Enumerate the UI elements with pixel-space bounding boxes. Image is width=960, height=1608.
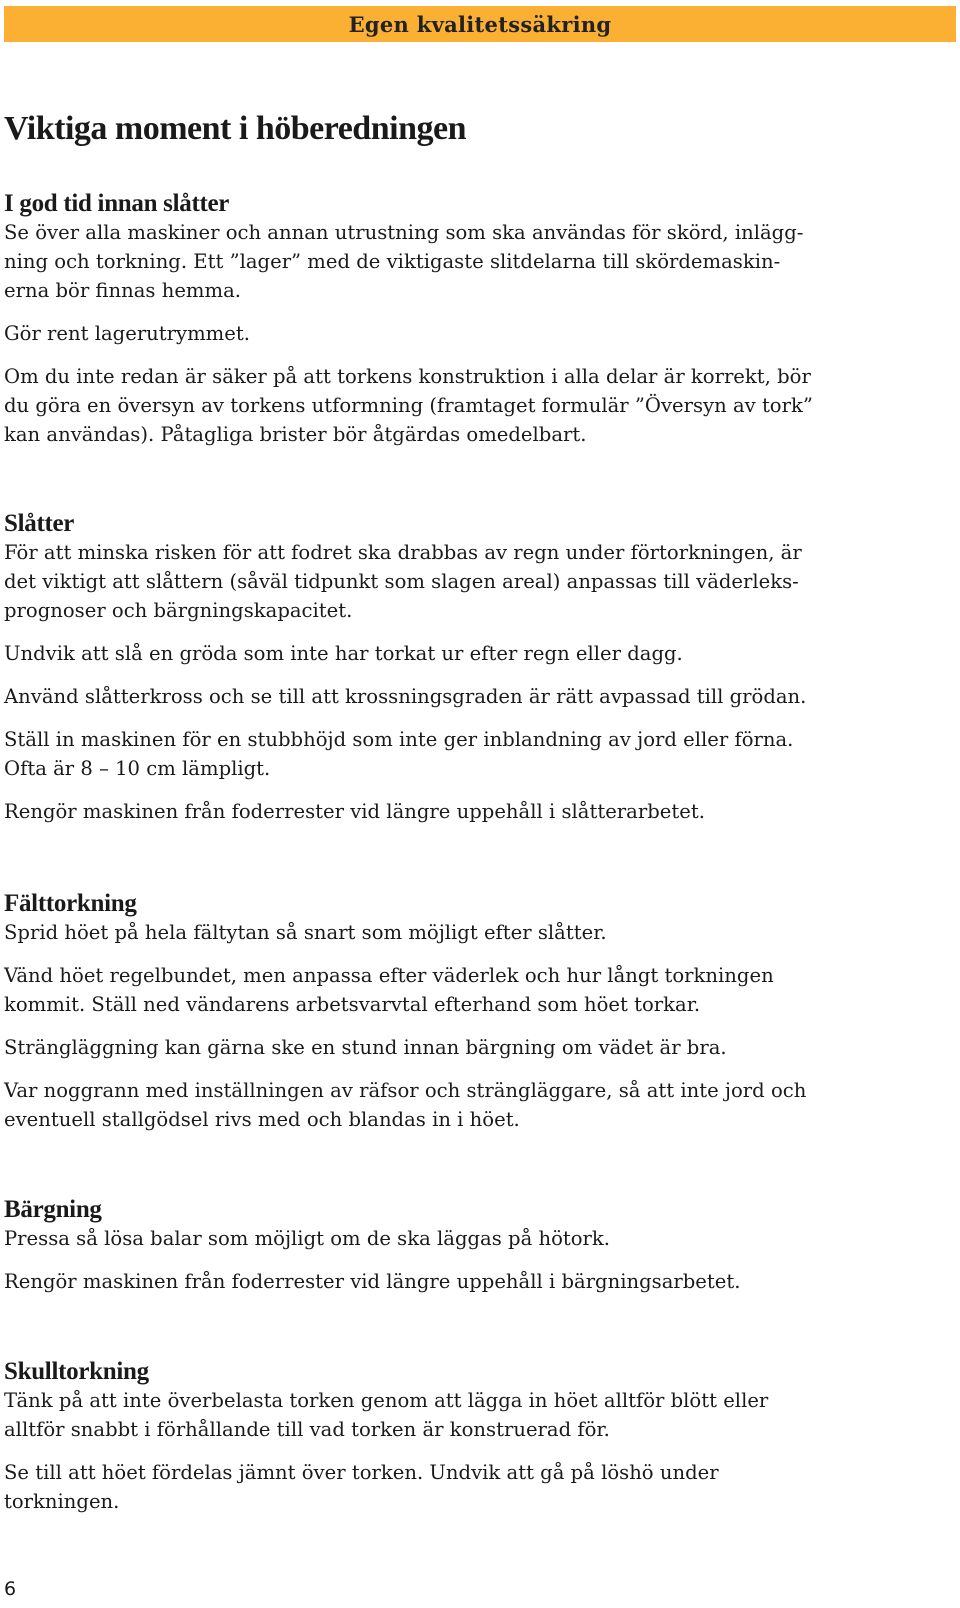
- paragraph: Pressa så lösa balar som möjligt om de ska läggas på hötork.: [4, 1227, 611, 1250]
- header-banner: [4, 6, 956, 42]
- section-falttorkning: [4, 890, 954, 1134]
- paragraph: Vänd höet regelbundet, men anpassa efter väderlek och hur långt torkningen kommit. Ställ ned vändarens arbetsvarvtal efterhand som höet torkar.: [4, 964, 774, 1016]
- section-bargning: [4, 1196, 954, 1296]
- paragraph: Rengör maskinen från foderrester vid längre uppehåll i slåtterarbetet.: [4, 800, 705, 823]
- paragraph: Ställ in maskinen för en stubbhöjd som inte ger inblandning av jord eller förna. Ofta är 8 – 10 cm lämpligt.: [4, 728, 794, 780]
- paragraph: Se över alla maskiner och annan utrustning som ska användas för skörd, inlägg- ning och torkning. Ett ”lager” med de viktigaste slitdelarna till skördemaskin- erna bör finnas hemma.: [4, 221, 804, 302]
- paragraph: Rengör maskinen från foderrester vid längre uppehåll i bärgningsarbetet.: [4, 1270, 741, 1293]
- section-i-god-tid-innan-slatter: [4, 190, 954, 449]
- banner-title: Egen kvalitetssäkring: [348, 11, 612, 37]
- paragraph: Strängläggning kan gärna ske en stund innan bärgning om vädet är bra.: [4, 1036, 727, 1059]
- page-title: Viktiga moment i höberedningen: [4, 110, 466, 147]
- paragraph: Var noggrann med inställningen av räfsor och strängläggare, så att inte jord och eventuell stallgödsel rivs med och blandas in i höet.: [4, 1079, 807, 1131]
- paragraph: Sprid höet på hela fältytan så snart som möjligt efter slåtter.: [4, 921, 607, 944]
- paragraph: Undvik att slå en gröda som inte har torkat ur efter regn eller dagg.: [4, 642, 683, 665]
- section-slatter: [4, 510, 954, 826]
- paragraph: För att minska risken för att fodret ska drabbas av regn under förtorkningen, är det viktigt att slåttern (såväl tidpunkt som slagen areal) anpassas till väderleks- prognoser och bärgningskapacitet.: [4, 541, 802, 622]
- section-heading: I god tid innan slåtter: [4, 190, 230, 217]
- page-number: 6: [4, 1578, 17, 1600]
- paragraph: Om du inte redan är säker på att torkens konstruktion i alla delar är korrekt, bör du göra en översyn av torkens utformning (framtaget formulär ”Översyn av tork” kan användas). Påtagliga brister bör åtgärdas omedelbart.: [4, 365, 813, 446]
- section-heading: Slåtter: [4, 510, 75, 537]
- paragraph: Se till att höet fördelas jämnt över torken. Undvik att gå på löshö under torkningen.: [4, 1461, 719, 1513]
- section-skulltorkning: [4, 1358, 954, 1516]
- paragraph: Använd slåtterkross och se till att krossningsgraden är rätt avpassad till grödan.: [4, 685, 807, 708]
- paragraph: Tänk på att inte överbelasta torken genom att lägga in höet alltför blött eller alltför snabbt i förhållande till vad torken är konstruerad för.: [4, 1389, 769, 1441]
- paragraph: Gör rent lagerutrymmet.: [4, 322, 250, 345]
- section-heading: Skulltorkning: [4, 1358, 149, 1385]
- section-heading: Fälttorkning: [4, 890, 137, 917]
- section-heading: Bärgning: [4, 1196, 102, 1223]
